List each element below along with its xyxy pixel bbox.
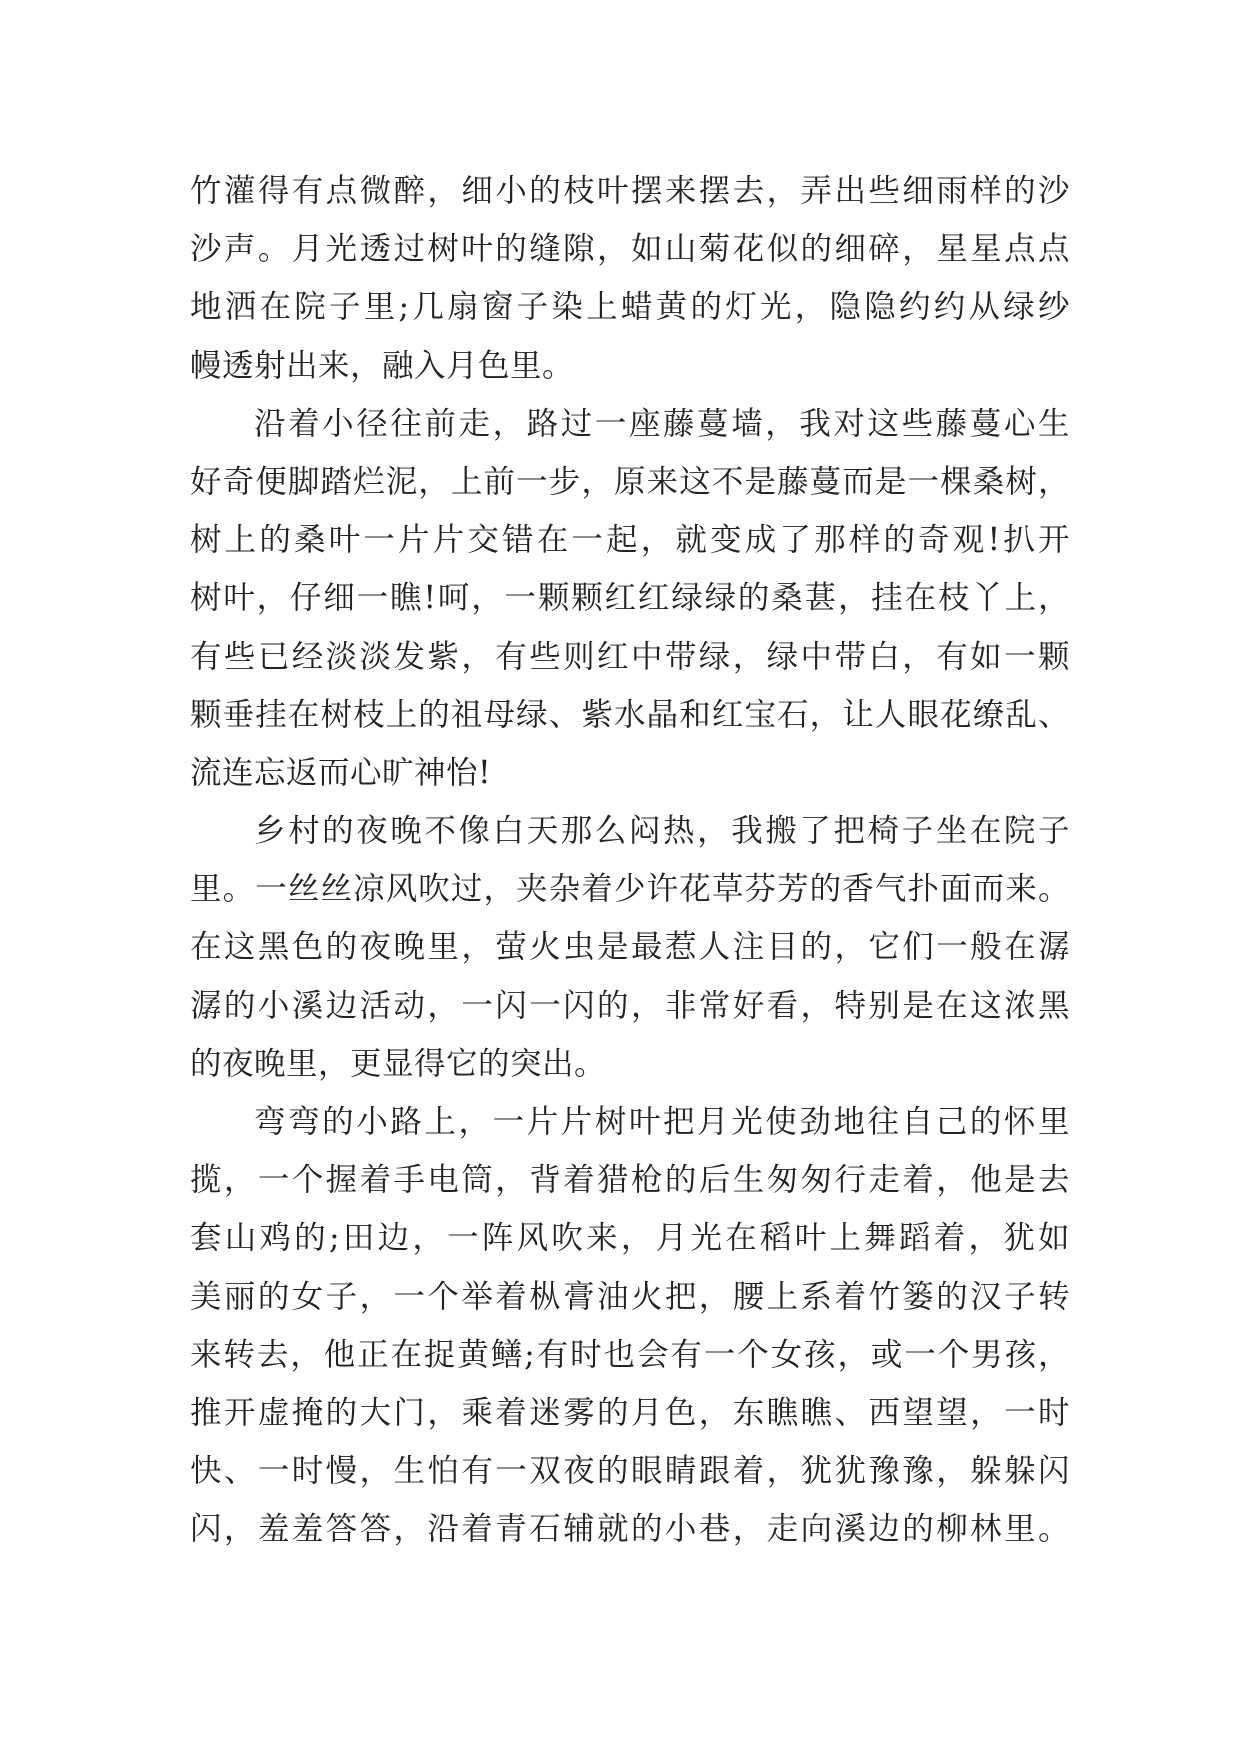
text-line: 套山鸡的;田边，一阵风吹来，月光在稻叶上舞蹈着，犹如 bbox=[190, 1220, 1070, 1257]
text-line: 在这黑色的夜晚里，萤火虫是最惹人注目的，它们一般在潺 bbox=[190, 929, 1070, 966]
text-line: 树上的桑叶一片片交错在一起，就变成了那样的奇观!扒开 bbox=[190, 522, 1070, 559]
text-line: 树叶，仔细一瞧!呵，一颗颗红红绿绿的桑葚，挂在枝丫上， bbox=[190, 580, 1070, 617]
paragraph-start-line: 沿着小径往前走，路过一座藤蔓墙，我对这些藤蔓心生 bbox=[254, 405, 1070, 442]
text-line: 地洒在院子里;几扇窗子染上蜡黄的灯光，隐隐约约从绿纱 bbox=[190, 289, 1070, 326]
text-line: 快、一时慢，生怕有一双夜的眼睛跟着，犹犹豫豫，躲躲闪 bbox=[190, 1453, 1070, 1490]
text-line: 有些已经淡淡发紫，有些则红中带绿，绿中带白，有如一颗 bbox=[190, 638, 1070, 675]
text-line: 幔透射出来，融入月色里。 bbox=[190, 347, 575, 384]
text-line: 里。一丝丝凉风吹过，夹杂着少许花草芬芳的香气扑面而来。 bbox=[190, 871, 1070, 908]
paragraph-start-line: 乡村的夜晚不像白天那么闷热，我搬了把椅子坐在院子 bbox=[254, 813, 1070, 850]
text-line: 流连忘返而心旷神怡! bbox=[190, 754, 492, 791]
text-line: 潺的小溪边活动，一闪一闪的，非常好看，特别是在这浓黑 bbox=[190, 987, 1070, 1024]
text-line: 美丽的女子，一个举着枞膏油火把，腰上系着竹篓的汉子转 bbox=[190, 1278, 1070, 1315]
text-line: 沙声。月光透过树叶的缝隙，如山菊花似的细碎，星星点点 bbox=[190, 231, 1070, 268]
body-text bbox=[190, 162, 1070, 1559]
text-line: 揽，一个握着手电筒，背着猎枪的后生匆匆行走着，他是去 bbox=[190, 1162, 1070, 1199]
text-line: 的夜晚里，更显得它的突出。 bbox=[190, 1045, 607, 1082]
text-line: 颗垂挂在树枝上的祖母绿、紫水晶和红宝石，让人眼花缭乱、 bbox=[190, 696, 1070, 733]
text-line: 推开虚掩的大门，乘着迷雾的月色，东瞧瞧、西望望，一时 bbox=[190, 1394, 1070, 1431]
text-line: 闪，羞羞答答，沿着青石辅就的小巷，走向溪边的柳林里。 bbox=[190, 1511, 1070, 1548]
text-line: 来转去，他正在捉黄鳝;有时也会有一个女孩，或一个男孩， bbox=[190, 1336, 1070, 1373]
text-line: 竹灌得有点微醉，细小的枝叶摆来摆去，弄出些细雨样的沙 bbox=[190, 173, 1070, 209]
paragraph-start-line: 弯弯的小路上，一片片树叶把月光使劲地往自己的怀里 bbox=[254, 1104, 1070, 1140]
text-line: 好奇便脚踏烂泥，上前一步，原来这不是藤蔓而是一棵桑树， bbox=[190, 463, 1070, 500]
